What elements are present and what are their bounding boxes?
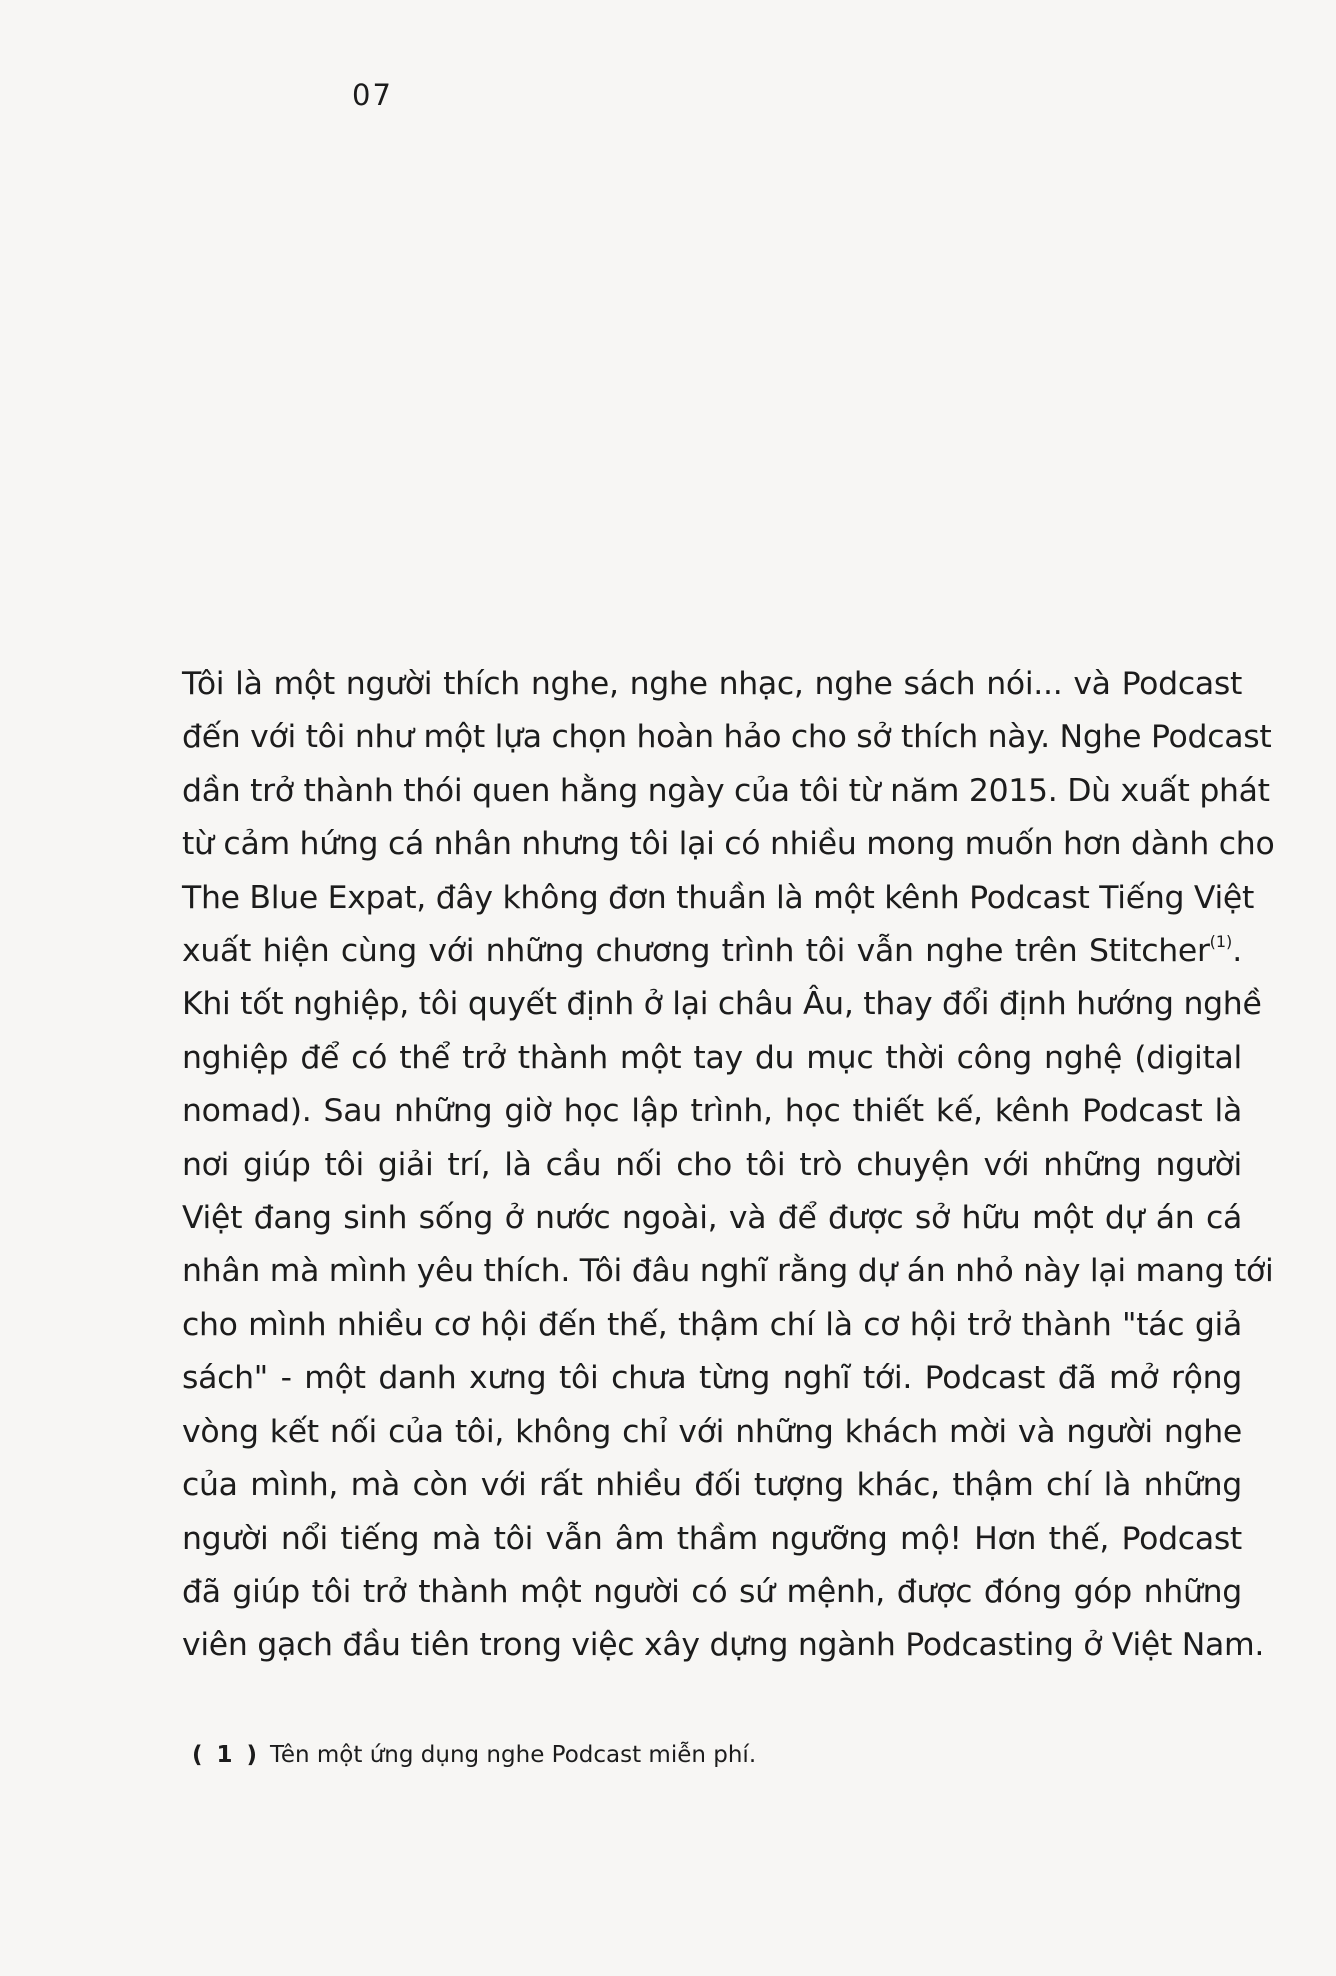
text-line-with-footnote-ref [182,925,1242,978]
text-line: Tôi là một người thích nghe, nghe nhạc, nghe sách nói... và Podcast [182,666,1242,702]
text-line: nơi giúp tôi giải trí, là cầu nối cho tôi trò chuyện với những người [182,1146,1242,1183]
text-line: nghiệp để có thể trở thành một tay du mục thời công nghệ (digital [182,1039,1242,1076]
footnote-text: Tên một ứng dụng nghe Podcast miễn phí. [270,1742,757,1768]
text-line: xuất hiện cùng với những chương trình tôi vẫn nghe trên Stitcher [182,933,1210,970]
text-line: vòng kết nối của tôi, không chỉ với những khách mời và người nghe [182,1413,1242,1450]
text-line: cho mình nhiều cơ hội đến thế, thậm chí là cơ hội trở thành "tác giả [182,1306,1242,1343]
text-line: từ cảm hứng cá nhân nhưng tôi lại có nhiều mong muốn hơn dành cho [182,826,1275,863]
page-number: 07 [352,78,393,112]
footnote-marker: ( 1 ) [192,1742,261,1768]
text-line: của mình, mà còn với rất nhiều đối tượng khác, thậm chí là những [182,1467,1242,1504]
text-line: đã giúp tôi trở thành một người có sứ mệnh, được đóng góp những [182,1573,1242,1610]
footnote-reference: (1) [1209,932,1233,952]
text-line: viên gạch đầu tiên trong việc xây dựng ngành Podcasting ở Việt Nam. [182,1627,1265,1664]
text-line: sách" - một danh xưng tôi chưa từng nghĩ tới. Podcast đã mở rộng [182,1360,1242,1397]
text-line: Khi tốt nghiệp, tôi quyết định ở lại châu Âu, thay đổi định hướng nghề [182,986,1262,1023]
text-line: Việt đang sinh sống ở nước ngoài, và để được sở hữu một dự án cá [182,1200,1242,1237]
text-line: người nổi tiếng mà tôi vẫn âm thầm ngưỡng mộ! Hơn thế, Podcast [182,1520,1242,1557]
text-line: nomad). Sau những giờ học lập trình, học thiết kế, kênh Podcast là [182,1093,1242,1130]
text-line: dần trở thành thói quen hằng ngày của tôi từ năm 2015. Dù xuất phát [182,772,1270,809]
text-line: nhân mà mình yêu thích. Tôi đâu nghĩ rằng dự án nhỏ này lại mang tới [182,1253,1274,1290]
footnote [192,1742,756,1768]
footnote-reference-tail: . [1232,933,1242,970]
text-line: The Blue Expat, đây không đơn thuần là một kênh Podcast Tiếng Việt [182,879,1255,916]
text-line: đến với tôi như một lựa chọn hoàn hảo cho sở thích này. Nghe Podcast [182,719,1272,756]
body-paragraph [182,658,1275,1673]
